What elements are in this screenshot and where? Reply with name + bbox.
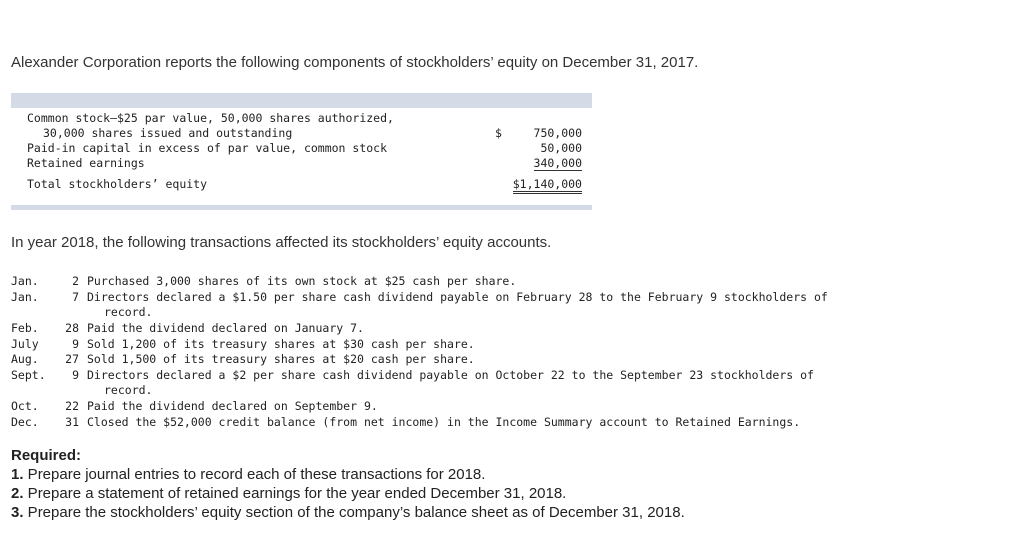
row-amount: 340,000 <box>533 156 582 170</box>
tx-day: 22 <box>65 399 79 413</box>
required-item-number: 3. <box>11 504 24 521</box>
tx-text: Directors declared a $2 per share cash dividend payable on October 22 to the September 23 stockholders of <box>87 368 814 382</box>
required-item-text: Prepare a statement of retained earnings for the year ended December 31, 2018. <box>23 485 567 502</box>
tx-text: Closed the $52,000 credit balance (from net income) in the Income Summary account to Retained Earnings. <box>87 415 801 429</box>
required-item <box>11 466 685 483</box>
tx-text: Purchased 3,000 shares of its own stock at $25 cash per share. <box>87 274 517 288</box>
tx-text: Directors declared a $1.50 per share cash dividend payable on February 28 to the February 9 stockholders of <box>87 290 828 304</box>
tx-month: Jan. <box>11 290 39 304</box>
tx-day: 9 <box>72 368 79 382</box>
row-currency: $ <box>495 126 502 140</box>
tx-text: Sold 1,200 of its treasury shares at $30 cash per share. <box>87 337 475 351</box>
required-item <box>11 504 685 521</box>
required-item <box>11 485 685 502</box>
row-amount: $1,140,000 <box>513 177 582 194</box>
tx-text-cont: record. <box>104 383 153 397</box>
required-item-number: 2. <box>11 485 24 502</box>
stockholders-equity-table <box>11 93 592 208</box>
tx-text: Sold 1,500 of its treasury shares at $20 cash per share. <box>87 352 475 366</box>
tx-day: 7 <box>72 290 79 304</box>
table-header-bar <box>11 93 592 108</box>
tx-month: Sept. <box>11 368 46 382</box>
row-label: 30,000 shares issued and outstanding <box>43 126 293 140</box>
tx-day: 2 <box>72 274 79 288</box>
row-label: Total stockholders’ equity <box>27 177 208 191</box>
row-label: Paid-in capital in excess of par value, common stock <box>27 141 388 155</box>
tx-month: Jan. <box>11 274 39 288</box>
intro-text: Alexander Corporation reports the following components of stockholders’ equity on December 31, 2017. <box>11 54 699 71</box>
tx-day: 27 <box>65 352 79 366</box>
tx-month: Feb. <box>11 321 39 335</box>
required-title: Required: <box>11 447 82 464</box>
tx-month: Oct. <box>11 399 39 413</box>
tx-text-cont: record. <box>104 305 153 319</box>
row-label: Retained earnings <box>27 156 145 170</box>
required-item-number: 1. <box>11 466 24 483</box>
required-item-text: Prepare journal entries to record each of these transactions for 2018. <box>23 466 486 483</box>
tx-day: 9 <box>72 337 79 351</box>
tx-day: 28 <box>65 321 79 335</box>
tx-month: Aug. <box>11 352 39 366</box>
required-section <box>11 447 685 521</box>
table-footer-bar <box>11 205 592 210</box>
intro2-text: In year 2018, the following transactions affected its stockholders’ equity accounts. <box>11 234 552 251</box>
row-amount: 750,000 <box>533 126 582 140</box>
tx-day: 31 <box>65 415 79 429</box>
tx-month: July <box>11 337 39 351</box>
required-item-text: Prepare the stockholders’ equity section of the company’s balance sheet as of December 31, 2018. <box>23 504 685 521</box>
tx-text: Paid the dividend declared on September 9. <box>87 399 378 413</box>
row-amount: 50,000 <box>540 141 582 155</box>
row-label: Common stock—$25 par value, 50,000 shares authorized, <box>27 111 394 125</box>
tx-text: Paid the dividend declared on January 7. <box>87 321 364 335</box>
tx-month: Dec. <box>11 415 39 429</box>
